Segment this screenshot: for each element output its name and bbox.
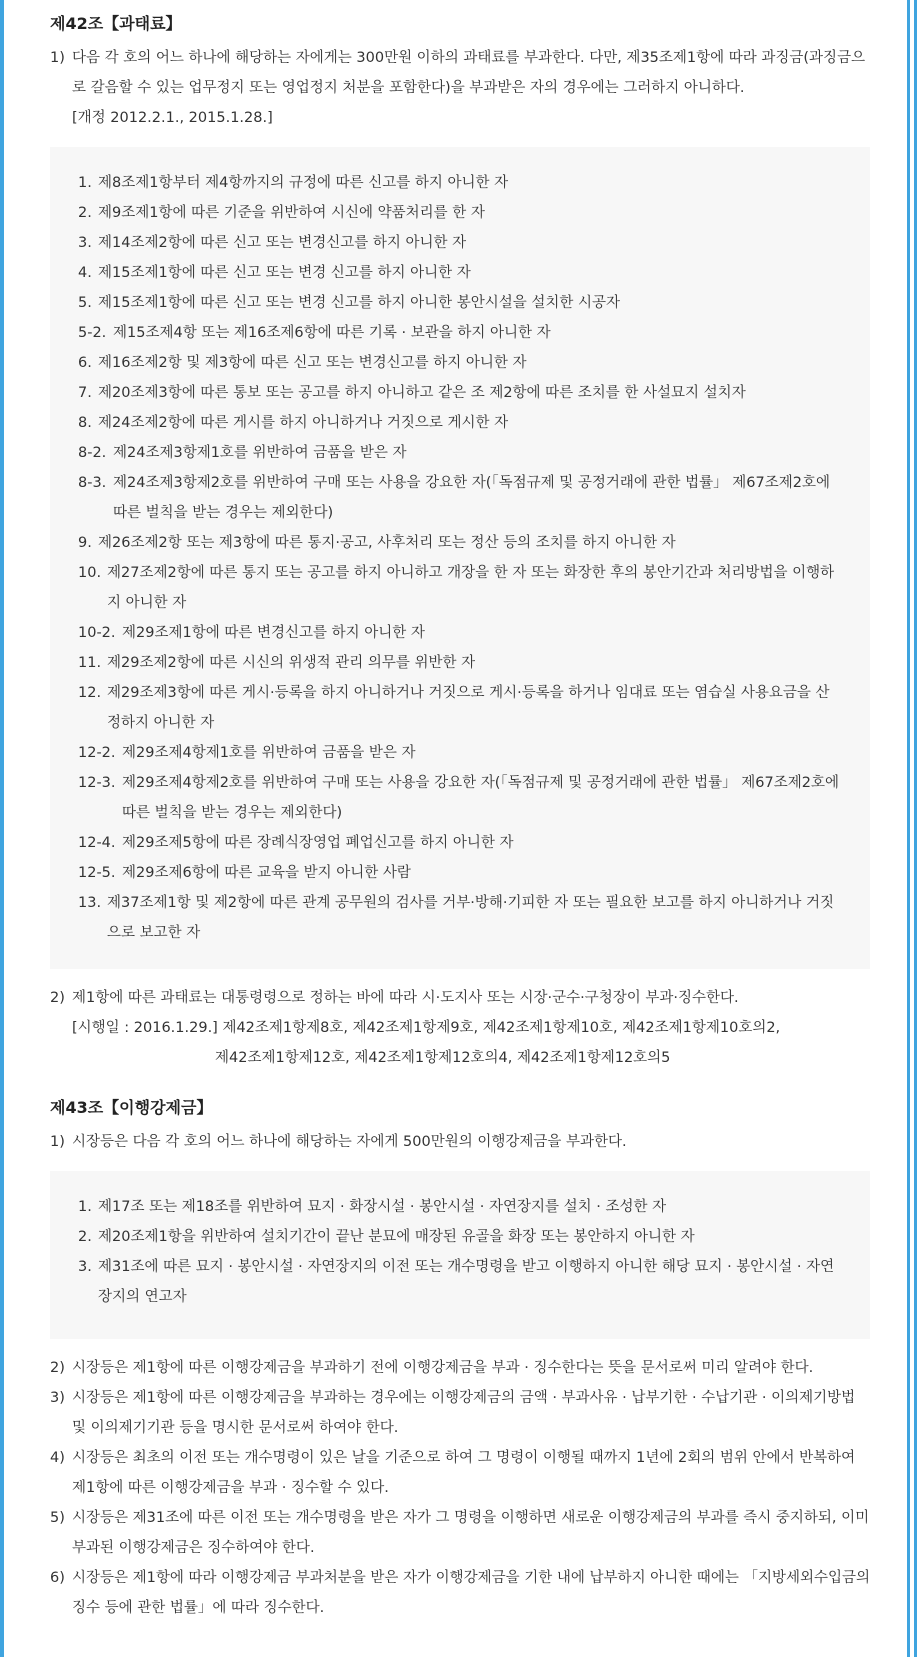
item-number: 5-2. <box>78 325 107 341</box>
article-43-paragraph-3 <box>50 1383 870 1443</box>
item-number: 7. <box>78 385 92 401</box>
item-number: 12-5. <box>78 865 116 881</box>
list-item <box>78 438 842 468</box>
item-number: 10. <box>78 565 102 581</box>
list-item <box>78 828 842 858</box>
article-42-item-list <box>50 147 870 969</box>
paragraph-number: 4) <box>50 1450 65 1466</box>
item-number: 1. <box>78 175 92 191</box>
right-frame-border-outer <box>914 0 917 1657</box>
item-text: 제29조제4항제1호를 위반하여 금품을 받은 자 <box>122 745 416 761</box>
item-number: 8-3. <box>78 475 107 491</box>
item-number: 12-3. <box>78 775 116 791</box>
item-number: 2. <box>78 1229 92 1245</box>
paragraph-text: 다음 각 호의 어느 하나에 해당하는 자에게는 300만원 이하의 과태료를 부과한다. 다만, 제35조제1항에 따라 과징금(과징금으로 갈음할 수 있는 업무정지 또는 영업정지 처분을 포함한다)을 부과받은 자의 경우에는 그러하지 아니하다. <box>72 50 866 96</box>
paragraph-number: 3) <box>50 1390 65 1406</box>
item-number: 5. <box>78 295 92 311</box>
list-item <box>78 858 842 888</box>
article-42-title: 제42조【과태료】 <box>50 14 182 33</box>
left-frame-border <box>0 0 4 1657</box>
item-text: 제29조제4항제2호를 위반하여 구매 또는 사용을 강요한 자(「독점규제 및 공정거래에 관한 법률」 제67조제2호에 따른 벌칙을 받는 경우는 제외한다) <box>122 775 839 821</box>
article-42-paragraph-1 <box>50 43 870 103</box>
article-43-paragraph-4 <box>50 1443 870 1503</box>
item-text: 제29조제3항에 따른 게시·등록을 하지 아니하거나 거짓으로 게시·등록을 하거나 임대료 또는 염습실 사용요금을 산정하지 아니한 자 <box>107 685 830 731</box>
item-text: 제14조제2항에 따른 신고 또는 변경신고를 하지 아니한 자 <box>98 235 467 251</box>
enforcement-date-note-continued: 제42조제1항제12호, 제42조제1항제12호의4, 제42조제1항제12호의5 <box>215 1050 671 1066</box>
item-number: 12. <box>78 685 102 701</box>
item-number: 4. <box>78 265 92 281</box>
enforcement-date-note: [시행일 : 2016.1.29.] 제42조제1항제8호, 제42조제1항제9호, 제42조제1항제10호, 제42조제1항제10호의2, <box>72 1020 781 1036</box>
item-number: 12-4. <box>78 835 116 851</box>
item-number: 11. <box>78 655 102 671</box>
item-text: 제16조제2항 및 제3항에 따른 신고 또는 변경신고를 하지 아니한 자 <box>98 355 527 371</box>
article-43-paragraph-5 <box>50 1503 870 1563</box>
article-42-paragraph-2 <box>50 983 870 1013</box>
list-item <box>78 1192 842 1222</box>
list-item <box>78 888 842 948</box>
article-43-paragraph-6 <box>50 1563 870 1623</box>
item-text: 제27조제2항에 따른 통지 또는 공고를 하지 아니하고 개장을 한 자 또는 화장한 후의 봉안기간과 처리방법을 이행하지 아니한 자 <box>107 565 835 611</box>
list-item <box>78 528 842 558</box>
list-item <box>78 378 842 408</box>
item-text: 제37조제1항 및 제2항에 따른 관계 공무원의 검사를 거부·방해·기피한 자 또는 필요한 보고를 하지 아니하거나 거짓으로 보고한 자 <box>107 895 834 941</box>
paragraph-number: 1) <box>50 1134 65 1150</box>
item-text: 제20조제3항에 따른 통보 또는 공고를 하지 아니하고 같은 조 제2항에 따른 조치를 한 사설묘지 설치자 <box>98 385 746 401</box>
right-frame-border <box>907 0 910 1657</box>
list-item <box>78 558 842 618</box>
list-item <box>78 288 842 318</box>
paragraph-text: 시장등은 제31조에 따른 이전 또는 개수명령을 받은 자가 그 명령을 이행하면 새로운 이행강제금의 부과를 즉시 중지하되, 이미 부과된 이행강제금은 징수하여야 한다. <box>72 1510 870 1556</box>
item-number: 1. <box>78 1199 92 1215</box>
item-number: 12-2. <box>78 745 116 761</box>
item-number: 8. <box>78 415 92 431</box>
list-item <box>78 768 842 828</box>
item-text: 제24조제3항제1호를 위반하여 금품을 받은 자 <box>113 445 407 461</box>
item-number: 2. <box>78 205 92 221</box>
article-43-paragraph-2 <box>50 1353 870 1383</box>
item-number: 3. <box>78 1259 92 1275</box>
item-text: 제17조 또는 제18조를 위반하여 묘지 · 화장시설 · 봉안시설 · 자연장지를 설치 · 조성한 자 <box>98 1199 667 1215</box>
item-number: 8-2. <box>78 445 107 461</box>
item-text: 제24조제3항제2호를 위반하여 구매 또는 사용을 강요한 자(「독점규제 및 공정거래에 관한 법률」 제67조제2호에 따른 벌칙을 받는 경우는 제외한다) <box>113 475 830 521</box>
paragraph-number: 6) <box>50 1570 65 1586</box>
paragraph-text: 제1항에 따른 과태료는 대통령령으로 정하는 바에 따라 시·도지사 또는 시장·군수·구청장이 부과·징수한다. <box>72 990 739 1006</box>
list-item <box>78 678 842 738</box>
item-text: 제15조제1항에 따른 신고 또는 변경 신고를 하지 아니한 봉안시설을 설치한 시공자 <box>98 295 620 311</box>
paragraph-number: 1) <box>50 50 65 66</box>
list-item <box>78 348 842 378</box>
item-text: 제15조제4항 또는 제16조제6항에 따른 기록 · 보관을 하지 아니한 자 <box>113 325 551 341</box>
list-item <box>78 198 842 228</box>
paragraph-text: 시장등은 다음 각 호의 어느 하나에 해당하는 자에게 500만원의 이행강제금을 부과한다. <box>72 1134 627 1150</box>
list-item <box>78 468 842 528</box>
article-43-item-list <box>50 1171 870 1339</box>
list-item <box>78 318 842 348</box>
item-number: 10-2. <box>78 625 116 641</box>
paragraph-number: 2) <box>50 1360 65 1376</box>
law-document <box>50 0 870 1623</box>
item-text: 제8조제1항부터 제4항까지의 규정에 따른 신고를 하지 아니한 자 <box>98 175 509 191</box>
item-text: 제31조에 따른 묘지 · 봉안시설 · 자연장지의 이전 또는 개수명령을 받고 이행하지 아니한 해당 묘지 · 봉안시설 · 자연장지의 연고자 <box>98 1259 835 1305</box>
item-text: 제29조제6항에 따른 교육을 받지 아니한 사람 <box>122 865 411 881</box>
article-43-paragraph-1 <box>50 1127 870 1157</box>
item-text: 제24조제2항에 따른 게시를 하지 아니하거나 거짓으로 게시한 자 <box>98 415 509 431</box>
list-item <box>78 1222 842 1252</box>
list-item <box>78 168 842 198</box>
item-text: 제26조제2항 또는 제3항에 따른 통지·공고, 사후처리 또는 정산 등의 조치를 하지 아니한 자 <box>98 535 676 551</box>
list-item <box>78 738 842 768</box>
paragraph-text: 시장등은 제1항에 따른 이행강제금을 부과하기 전에 이행강제금을 부과 · 징수한다는 뜻을 문서로써 미리 알려야 한다. <box>72 1360 814 1376</box>
item-number: 9. <box>78 535 92 551</box>
list-item <box>78 408 842 438</box>
list-item <box>78 228 842 258</box>
item-text: 제20조제1항을 위반하여 설치기간이 끝난 분묘에 매장된 유골을 화장 또는 봉안하지 아니한 자 <box>98 1229 695 1245</box>
list-item <box>78 1252 842 1312</box>
item-number: 6. <box>78 355 92 371</box>
item-number: 3. <box>78 235 92 251</box>
amendment-note: [개정 2012.2.1., 2015.1.28.] <box>72 110 273 126</box>
paragraph-number: 2) <box>50 990 65 1006</box>
paragraph-text: 시장등은 제1항에 따라 이행강제금 부과처분을 받은 자가 이행강제금을 기한 내에 납부하지 아니한 때에는 「지방세외수입금의 징수 등에 관한 법률」에 따라 징수한다. <box>72 1570 870 1616</box>
item-number: 13. <box>78 895 102 911</box>
paragraph-text: 시장등은 최초의 이전 또는 개수명령이 있은 날을 기준으로 하여 그 명령이 이행될 때까지 1년에 2회의 범위 안에서 반복하여 제1항에 따른 이행강제금을 부과 · 징수할 수 있다. <box>72 1450 856 1496</box>
item-text: 제9조제1항에 따른 기준을 위반하여 시신에 약품처리를 한 자 <box>98 205 485 221</box>
list-item <box>78 648 842 678</box>
article-43-title: 제43조【이행강제금】 <box>50 1098 213 1117</box>
paragraph-text: 시장등은 제1항에 따른 이행강제금을 부과하는 경우에는 이행강제금의 금액 · 부과사유 · 납부기한 · 수납기관 · 이의제기방법 및 이의제기기관 등을 명시한 문서로써 하여야 한다. <box>72 1390 856 1436</box>
item-text: 제29조제2항에 따른 시신의 위생적 관리 의무를 위반한 자 <box>107 655 476 671</box>
list-item <box>78 618 842 648</box>
item-text: 제15조제1항에 따른 신고 또는 변경 신고를 하지 아니한 자 <box>98 265 471 281</box>
list-item <box>78 258 842 288</box>
paragraph-number: 5) <box>50 1510 65 1526</box>
item-text: 제29조제1항에 따른 변경신고를 하지 아니한 자 <box>122 625 425 641</box>
item-text: 제29조제5항에 따른 장례식장영업 폐업신고를 하지 아니한 자 <box>122 835 514 851</box>
